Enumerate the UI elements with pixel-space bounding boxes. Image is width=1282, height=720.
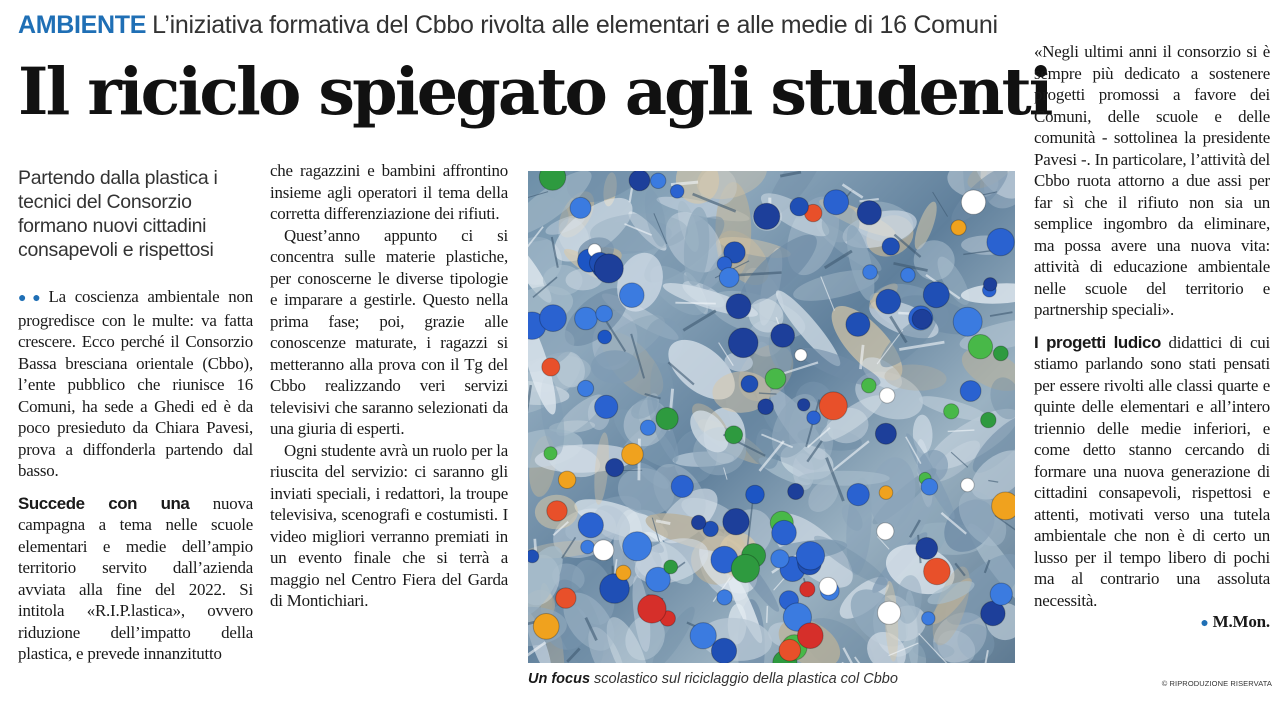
bottle-cap — [824, 190, 849, 215]
bottle-cap — [847, 484, 869, 506]
plastic-crease — [767, 606, 768, 623]
bottle-cap — [575, 307, 598, 330]
bottle-cap — [846, 312, 870, 336]
bottle-cap — [746, 485, 765, 504]
section-tag: AMBIENTE — [18, 11, 147, 39]
bottle-cap — [578, 513, 603, 538]
bottle-cap — [863, 265, 878, 280]
bottle-cap — [754, 203, 780, 229]
bottle-cap — [912, 309, 932, 329]
bottle-cap — [807, 411, 821, 425]
caption-lead: Un focus — [528, 671, 591, 687]
bottle-cap — [726, 294, 751, 319]
byline-text: M.Mon. — [1212, 612, 1270, 631]
photo-plastic-bottles — [528, 171, 1015, 663]
bottle-cap — [798, 399, 810, 411]
article-column-1 — [18, 286, 253, 665]
bottle-cap — [877, 523, 894, 540]
bottle-cap — [992, 492, 1015, 520]
bottle-cap — [594, 254, 623, 283]
kicker-text: L’iniziativa formativa del Cbbo rivolta alle elementari e alle medie di 16 Comuni — [152, 11, 998, 39]
bottle-cap — [598, 330, 612, 344]
run-in-heading: Succede con una — [18, 493, 190, 513]
bullet-dots-icon: ●● — [18, 291, 47, 306]
bottle-cap — [944, 404, 959, 419]
bottle-cap — [717, 590, 732, 605]
plastic-crease — [630, 188, 633, 203]
bottle-cap — [921, 479, 938, 496]
bottle-cap — [542, 358, 560, 376]
bottle-cap — [990, 583, 1012, 605]
bottle-cap — [606, 459, 624, 477]
bottle-cap — [765, 368, 786, 389]
bottle-cap — [528, 550, 539, 563]
bottle-cap — [993, 346, 1008, 361]
bottle-cap — [570, 197, 591, 218]
bottle-cap — [901, 268, 915, 282]
bottle-cap — [923, 282, 949, 308]
byline-dot-icon: ● — [1200, 616, 1209, 631]
paragraph-1-text: La coscienza ambientale non progredisce con le multe: va fatta crescere. Ecco perché il Consorzio Bassa bresciana orientale (Cbbo), l’ente pubblico che riunisce 16 Comuni, ha sede a Ghedi ed è da poco presieduto da Chiara Pavesi, prova a diffonderla partendo dal basso. — [18, 287, 253, 480]
bottle-cap — [758, 399, 774, 415]
bottle-cap — [771, 324, 795, 348]
paragraph-6: «Negli ultimi anni il consorzio si è sempre più dedicato a sostenere progetti promossi a favore dei Comuni, delle scuole e delle comunità - sottolinea la presidente Pavesi -. In particolare, l’attività del Cbbo ruota attorno a due assi per far sì che il rifiuto non sia un semplice ingombro da eliminare, ma possa avere una nuova vita: attività di educazione ambientale nelle scuole del territorio e partnership speciali». — [1034, 42, 1270, 319]
bottle-cap — [862, 378, 877, 393]
article-column-2 — [270, 160, 508, 612]
bottle-cap — [916, 538, 938, 560]
bottle-cap — [981, 412, 996, 427]
plastic-crease — [675, 303, 715, 304]
bottle-cap — [968, 335, 992, 359]
bottle-cap — [951, 220, 966, 235]
bottle-cap — [876, 289, 901, 314]
bottle-cap — [723, 509, 749, 535]
bottle-cap — [623, 532, 652, 561]
bottle-cap — [540, 305, 567, 332]
bottle-cap — [800, 582, 815, 597]
paragraph-7 — [1034, 332, 1270, 612]
bottle-cap — [725, 426, 743, 444]
headline: Il riciclo spiegato agli studenti — [18, 54, 1051, 130]
bottle-cap — [544, 447, 557, 460]
paragraph-4: Quest’anno appunto ci si concentra sulle materie plastiche, per conoscerne le diverse tipologie e imparare a gestirle. Questo nella prima fase; poi, grazie alle conoscenze maturate, i ragazzi si metteranno alla prova con il Tg del Cbbo realizzando veri servizi televisivi che saranno selezionati da una giuria di esperti. — [270, 225, 508, 438]
bottle-cap — [961, 190, 985, 214]
plastic-bottles-image — [528, 171, 1015, 663]
bottle-cap — [670, 185, 684, 199]
byline — [1186, 611, 1270, 635]
article-column-3 — [1034, 41, 1270, 635]
paragraph-5: Ogni studente avrà un ruolo per la riuscita del servizio: ci saranno gli inviati speciali, i redattori, la troupe televisiva, scenografi e costumisti. I video migliori verranno premiati in un evento finale che si terrà a maggio nel Centro Fiera del Garda di Montichiari. — [270, 440, 508, 610]
plastic-crease — [990, 312, 1013, 316]
paragraph-1 — [18, 286, 253, 482]
bottle-cap — [640, 420, 655, 435]
standfirst: Partendo dalla plastica i tecnici del Consorzio formano nuovi cittadini consapevoli e rispettosi — [18, 167, 218, 261]
run-in-heading-2: I progetti ludico — [1034, 332, 1161, 352]
bottle-cap — [878, 601, 901, 624]
bottle-cap — [651, 173, 666, 188]
bottle-cap — [875, 423, 896, 444]
caption-text: scolastico sul riciclaggio della plastica col Cbbo — [590, 671, 898, 687]
bottle-cap — [779, 639, 801, 661]
bottle-cap — [961, 478, 974, 491]
bottle-cap — [879, 486, 893, 500]
bottle-cap — [790, 198, 808, 216]
bottle-cap — [987, 228, 1014, 255]
bottle-cap — [581, 540, 595, 554]
bottle-cap — [819, 577, 837, 595]
bottle-cap — [629, 171, 650, 191]
crushed-bottle-shape — [798, 471, 890, 486]
bottle-cap — [616, 565, 631, 580]
bottle-cap — [924, 558, 951, 585]
bottle-cap — [671, 475, 693, 497]
bottle-cap — [795, 349, 807, 361]
bottle-cap — [819, 392, 847, 420]
bottle-cap — [719, 268, 739, 288]
bottle-cap — [578, 380, 594, 396]
bottle-cap — [558, 471, 575, 488]
bottle-cap — [620, 283, 645, 308]
kicker — [18, 9, 1018, 41]
paragraph-3: che ragazzini e bambini affrontino insieme agli operatori il tema della corretta differenziazione dei rifiuti. — [270, 161, 508, 223]
bottle-cap — [731, 554, 759, 582]
bottle-cap — [556, 588, 576, 608]
bottle-cap — [547, 501, 567, 521]
paragraph-2 — [18, 493, 253, 665]
bottle-cap — [882, 238, 899, 255]
paragraph-7-text: didattici di cui stiamo parlando sono stati pensati per essere rivolti alle classi quarte e quinte delle elementari e all’intero triennio delle medie inferiori, e come detto stanno cercando di formare una nuova generazione di cittadini consapevoli, rispettosi e attenti, motivati verso una tutela ambientale che non è di certo un lusso per il tempo libero di pochi ma al contrario una assoluta necessità. — [1034, 332, 1270, 610]
photo-caption — [528, 669, 1015, 689]
paragraph-2-text: nuova campagna a tema nelle scuole elementari e medie dell’ampio territorio servito dall’azienda avviata alla fine del 2022. Si intitola «R.I.P.lastica», ovvero riduzione dell’impatto della plastica, e prevede innanzitutto — [18, 493, 253, 663]
bottle-cap — [798, 623, 824, 649]
bottle-cap — [638, 595, 666, 623]
bottle-cap — [984, 278, 997, 291]
bottle-cap — [533, 614, 559, 640]
copyright-notice: © RIPRODUZIONE RISERVATA — [1161, 679, 1272, 688]
bottle-cap — [953, 307, 982, 336]
bottle-cap — [796, 542, 824, 570]
plastic-crease — [759, 393, 777, 394]
bottle-cap — [691, 515, 705, 529]
bottle-cap — [880, 388, 895, 403]
bottle-cap — [857, 201, 881, 225]
bottle-cap — [593, 540, 614, 561]
bottle-cap — [772, 520, 797, 545]
bottle-cap — [595, 395, 618, 418]
bottle-cap — [656, 408, 678, 430]
bottle-cap — [771, 550, 789, 568]
bottle-cap — [922, 612, 935, 625]
bottle-cap — [788, 484, 804, 500]
bottle-cap — [622, 443, 644, 465]
bottle-cap — [664, 560, 678, 574]
bottle-cap — [728, 328, 758, 358]
bottle-cap — [960, 381, 981, 402]
bottle-cap — [690, 623, 716, 649]
bottle-cap — [596, 305, 613, 322]
bottle-cap — [741, 375, 758, 392]
